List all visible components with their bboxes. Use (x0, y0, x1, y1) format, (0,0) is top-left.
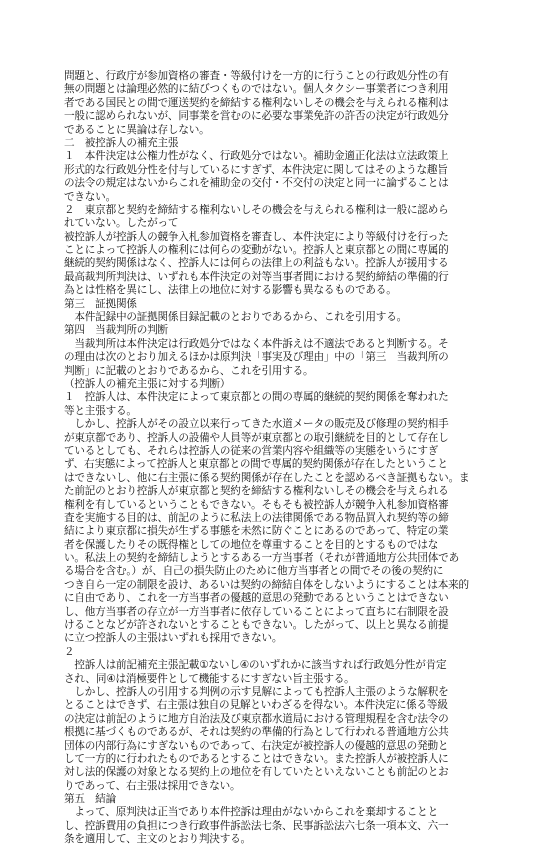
text-line: 本件記録中の証拠関係目録記載のとおりであるから、これを引用する。 (64, 311, 407, 324)
text-line: る場合を含む。）が、自己の損失防止のために他方当事者との間でその後の契約に (64, 565, 444, 578)
text-line: ているとしても、それらは控訴人の従来の営業内容や組織等の実態をいうにすぎ (64, 444, 439, 457)
text-line: 控訴人は前記補充主張記載①ないし④のいずれかに該当すれば行政処分性が肯定 (64, 659, 447, 672)
text-line: に自由であり、これを一方当事者の優越的意思の発動であるということはできない (64, 592, 449, 605)
text-line: しかし、控訴人の引用する判例の示す見解によっても控訴人主張のような解釈を (64, 685, 449, 698)
text-line: れていない。したがって (64, 217, 179, 230)
text-line: 権利を有しているということもできない。そもそも被控訴人が競争入札参加資格審 (64, 498, 449, 511)
text-line: りであって、右主張は採用できない。 (64, 779, 241, 792)
text-line: とることはできず、右主張は独自の見解といわざるを得ない。本件決定に係る等級 (64, 699, 448, 712)
text-line: に立つ控訴人の主張はいずれも採用できない。 (64, 632, 283, 645)
text-line: 者を保護したりその既得権としての地位を尊重することを目的とするものではな (64, 538, 439, 551)
text-line: ず、右実態によって控訴人と東京都との間で専属的契約関係が存在したということ (64, 458, 448, 471)
text-line: 等と主張する。 (64, 404, 137, 417)
text-line: 第三 証拠関係 (64, 297, 137, 310)
text-line: され、同④は消極要件として機能するにすぎない旨主張する。 (64, 672, 355, 685)
text-line: た前記のとおり控訴人が東京都と契約を締結する権利ないしその機会を与えられる (64, 485, 449, 498)
text-line: ２ (64, 645, 75, 658)
text-line: い。私法上の契約を締結しようとするある一方当事者（それが普通地方公共団体であ (64, 552, 459, 565)
text-line: が東京都であり、控訴人の設備や人員等が東京都との取引継続を目的として存在し (64, 431, 449, 444)
text-line: 対し法的保護の対象となる契約上の地位を有していたといえないことも前記のとお (64, 766, 449, 779)
text-line: の決定は前記のように地方自治法及び東京都水道局における管理規程を含む法令の (64, 712, 449, 725)
text-line: 判断」に記載のとおりであるから、これを引用する。 (64, 364, 314, 377)
text-line: 継続的契約関係はなく、控訴人には何らの法律上の利益もない。控訴人が援用する (64, 257, 449, 270)
text-line: １ 本件決定は公権力性がなく、行政処分ではない。補助金適正化法は立法政策上 (64, 150, 449, 163)
text-line: 無の問題とは論理必然的に結びつくものではない。個人タクシー事業者につき利用 (64, 83, 449, 96)
text-line: 最高裁判所判決は、いずれも本件決定の対等当事者間における契約締結の準備的行 (64, 270, 449, 283)
text-line: 第四 当裁判所の判断 (64, 324, 168, 337)
text-line: ことによって控訴人の権利には何らの変動がない。控訴人と東京都との間に専属的 (64, 244, 449, 257)
text-line: し、他方当事者の存立が一方当事者に依存していることによって直ちに右制限を設 (64, 605, 449, 618)
text-line: して一方的に行われたものであるとすることはできない。また控訴人が被控訴人に (64, 752, 449, 765)
text-line: けることなどが許されないとすることもできない。したがって、以上と異なる前提 (64, 619, 449, 632)
text-line: しかし、控訴人がその設立以来行ってきた水道メータの販売及び修理の契約相手 (64, 418, 449, 431)
text-line: 査を実施する目的は、前記のように私法上の法律関係である物品買入れ契約等の締 (64, 511, 449, 524)
text-line: （控訴人の補充主張に対する判断） (64, 377, 231, 390)
text-line: であることに異論は存しない。 (64, 123, 210, 136)
text-line: 被控訴人が控訴人の競争入札参加資格を審査し、本件決定により等級付けを行った (64, 230, 449, 243)
text-line: し、控訴費用の負担につき行政事件訴訟法七条、民事訴訟法六七条一項本文、六一 (64, 819, 449, 832)
text-line: できない。 (64, 190, 116, 203)
text-line: 一般に認められないが、同事業を営むのに必要な事業免許の許否の決定が行政処分 (64, 110, 449, 123)
text-line: 団体の内部行為にすぎないものであって、右決定が被控訴人の優越的意思の発動と (64, 739, 449, 752)
text-line: の法令の規定はないからこれを補助金の交付・不交付の決定と同一に論ずることは (64, 177, 449, 190)
text-line: つき自ら一定の制限を設け、あるいは契約の締結自体をしないようにすることは本来的 (64, 578, 469, 591)
text-line: 問題と、行政庁が参加資格の審査・等級付けを一方的に行うことの行政処分性の有 (64, 70, 449, 82)
text-line: 根拠に基づくものであるが、それは契約の準備的行為として行われる普通地方公共 (64, 726, 449, 739)
text-line: ２ 東京都と契約を締結する権利ないしその機会を与えられる権利は一般に認めら (64, 203, 449, 216)
text-line: の理由は次のとおり加えるほかは原判決「事実及び理由」中の「第三 当裁判所の (64, 351, 449, 364)
text-line: 第五 結論 (64, 793, 116, 806)
text-line: 為とは性格を異にし、法律上の地位に対する影響も異なるものである。 (64, 284, 397, 297)
text-line: 結により東京都に損失が生ずる事態を未然に防ぐことにあるのであって、特定の業 (64, 525, 449, 538)
text-line: １ 控訴人は、本件決定によって東京都との間の専属的継続的契約関係を奪われた (64, 391, 449, 404)
text-line: 形式的な行政処分性を付与しているにすぎず、本件決定に関してはそのような趣旨 (64, 163, 448, 176)
text-line: よって、原判決は正当であり本件控訴は理由がないからこれを棄却することと (64, 806, 438, 819)
text-line: はできないし、他に右主張に係る契約関係が存在したことを認めるべき証拠もない。ま (64, 471, 470, 484)
text-line: 者である国民との間で運送契約を締結する権利ないしその機会を与えられる権利は (64, 96, 449, 109)
text-line: 当裁判所は本件決定は行政処分ではなく本件訴えは不適法であると判断する。そ (64, 337, 449, 350)
text-line: 二 被控訴人の補充主張 (64, 136, 179, 149)
document-body (64, 70, 492, 847)
text-line: 条を適用して、主文のとおり判決する。 (64, 833, 251, 846)
